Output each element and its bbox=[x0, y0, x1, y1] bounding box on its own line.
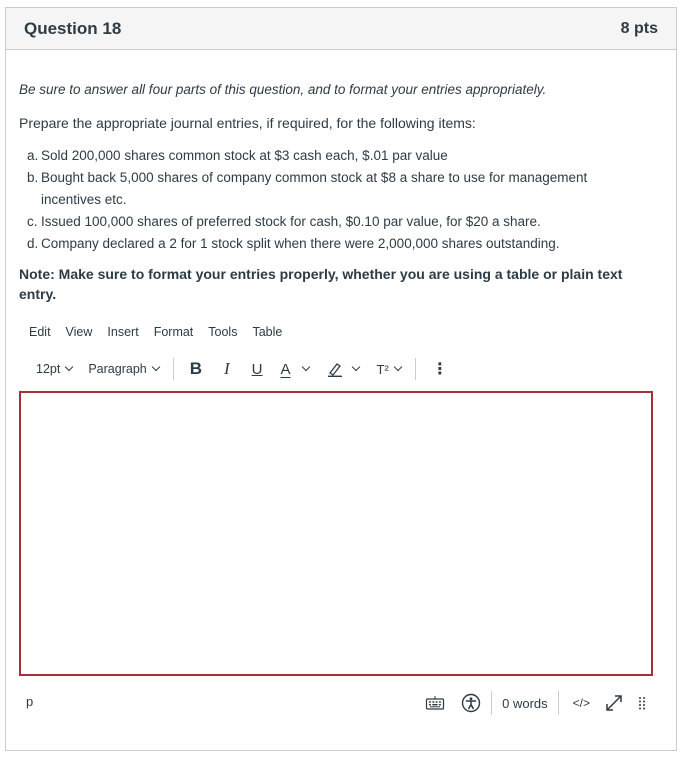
question-header bbox=[6, 8, 676, 50]
keyboard-shortcuts-button[interactable] bbox=[425, 695, 445, 711]
item-text: Issued 100,000 shares of preferred stock for cash, $0.10 par value, for $20 a share. bbox=[41, 214, 541, 229]
font-size-value: 12pt bbox=[36, 362, 61, 376]
more-tools-button[interactable] bbox=[432, 359, 448, 379]
chevron-down-icon bbox=[65, 363, 73, 371]
formatting-note: Note: Make sure to format your entries properly, whether you are using a table or plain text entry. bbox=[19, 266, 623, 302]
menu-tools[interactable]: Tools bbox=[208, 325, 238, 339]
list-item bbox=[27, 233, 655, 255]
fullscreen-button[interactable] bbox=[604, 693, 624, 713]
block-format-select[interactable] bbox=[88, 362, 158, 376]
editor-statusbar bbox=[0, 688, 670, 718]
toolbar-divider bbox=[415, 358, 416, 380]
item-text: Bought back 5,000 shares of company common stock at $8 a share to use for management incentives etc. bbox=[41, 170, 588, 207]
list-item bbox=[27, 167, 655, 211]
list-item bbox=[27, 211, 655, 233]
resize-handle[interactable] bbox=[638, 695, 646, 711]
bold-icon: B bbox=[189, 359, 202, 378]
menu-insert[interactable]: Insert bbox=[107, 325, 139, 339]
superscript-icon: T² bbox=[376, 361, 389, 377]
block-format-value: Paragraph bbox=[88, 362, 147, 376]
item-letter: a. bbox=[27, 148, 39, 163]
text-color-icon: A bbox=[280, 360, 291, 378]
underline-icon: U bbox=[251, 360, 263, 378]
item-letter: d. bbox=[27, 236, 39, 251]
resize-handle-icon bbox=[638, 695, 646, 711]
html-editor-toggle[interactable]: </> bbox=[572, 696, 590, 710]
fullscreen-icon bbox=[604, 693, 624, 713]
accessibility-checker-button[interactable] bbox=[461, 693, 481, 713]
chevron-down-icon bbox=[301, 363, 309, 371]
menu-view[interactable]: View bbox=[65, 325, 93, 339]
highlighter-icon bbox=[327, 361, 343, 377]
font-size-select[interactable] bbox=[36, 362, 72, 376]
item-letter: c. bbox=[27, 214, 38, 229]
underline-button[interactable] bbox=[252, 361, 263, 378]
word-count[interactable]: 0 words bbox=[502, 695, 548, 711]
menu-table[interactable]: Table bbox=[252, 325, 283, 339]
editor-toolbar bbox=[28, 357, 448, 381]
italic-button[interactable] bbox=[224, 359, 230, 379]
statusbar-divider bbox=[491, 691, 492, 715]
accessibility-icon bbox=[461, 693, 481, 713]
superscript-button[interactable] bbox=[377, 362, 401, 377]
statusbar-actions bbox=[425, 690, 646, 716]
question-prompt: Prepare the appropriate journal entries, if required, for the following items: bbox=[19, 115, 476, 131]
more-vertical-icon: ⋮ bbox=[431, 361, 448, 378]
item-letter: b. bbox=[27, 170, 39, 185]
statusbar-divider bbox=[558, 691, 559, 715]
item-text: Sold 200,000 shares common stock at $3 cash each, $.01 par value bbox=[41, 148, 448, 163]
answer-editor[interactable] bbox=[19, 391, 653, 676]
element-path[interactable]: p bbox=[26, 694, 34, 709]
keyboard-icon bbox=[425, 695, 445, 711]
italic-icon: I bbox=[224, 359, 230, 378]
editor-menubar bbox=[29, 325, 297, 339]
text-color-button[interactable] bbox=[281, 361, 309, 378]
question-items bbox=[19, 145, 655, 255]
highlight-color-button[interactable] bbox=[327, 361, 359, 377]
chevron-down-icon bbox=[394, 363, 402, 371]
list-item bbox=[27, 145, 655, 167]
bold-button[interactable] bbox=[190, 359, 202, 379]
toolbar-divider bbox=[173, 358, 174, 380]
chevron-down-icon bbox=[151, 363, 159, 371]
chevron-down-icon bbox=[351, 363, 359, 371]
menu-format[interactable]: Format bbox=[153, 325, 194, 339]
item-text: Company declared a 2 for 1 stock split when there were 2,000,000 shares outstanding. bbox=[41, 236, 560, 251]
question-title: Question 18 bbox=[24, 19, 122, 38]
question-points: 8 pts bbox=[620, 20, 658, 37]
menu-edit[interactable]: Edit bbox=[29, 325, 51, 339]
instructions-intro: Be sure to answer all four parts of this question, and to format your entries appropriately. bbox=[19, 82, 547, 97]
